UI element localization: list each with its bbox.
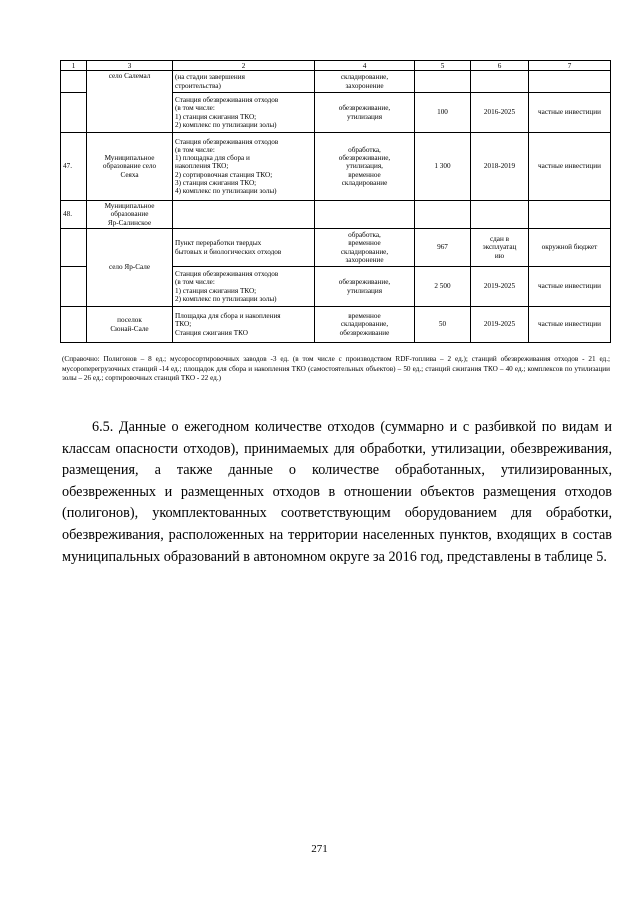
waste-facilities-table xyxy=(60,60,611,343)
row-number-cell: 48. xyxy=(61,201,87,229)
period-cell: 2018-2019 xyxy=(471,133,529,201)
table-cell xyxy=(415,71,471,93)
locality-cell: поселок Сюнай-Сале xyxy=(87,307,173,343)
table-cell xyxy=(315,201,415,229)
table-header-row xyxy=(61,61,611,71)
locality-cell: Муниципальное образование Яр-Салинское xyxy=(87,201,173,229)
period-cell: 2019-2025 xyxy=(471,267,529,307)
header-cell-3: 3 xyxy=(87,61,173,71)
table-cell xyxy=(529,201,611,229)
facility-cell: Станция обезвреживания отходов (в том числе: 1) станция сжигания ТКО; 2) комплекс по утилизации золы) xyxy=(173,93,315,133)
locality-cell: село Яр-Сале xyxy=(87,229,173,307)
locality-cell: село Салемал xyxy=(87,71,173,133)
table-cell xyxy=(471,71,529,93)
funding-cell: частные инвестиции xyxy=(529,307,611,343)
table-cell xyxy=(61,71,87,93)
header-cell-5: 5 xyxy=(415,61,471,71)
function-cell: обезвреживание, утилизация xyxy=(315,267,415,307)
table-cell xyxy=(61,229,87,267)
facility-cell: Пункт переработки твердых бытовых и биологических отходов xyxy=(173,229,315,267)
table-row xyxy=(61,201,611,229)
function-cell: обезвреживание, утилизация xyxy=(315,93,415,133)
table-row xyxy=(61,229,611,267)
period-cell: сдан в эксплуатац ию xyxy=(471,229,529,267)
locality-cell: Муниципальное образование село Сеяха xyxy=(87,133,173,201)
table-cell xyxy=(61,307,87,343)
function-cell: обработка, временное складирование, захоронение xyxy=(315,229,415,267)
header-cell-2: 2 xyxy=(173,61,315,71)
header-cell-6: 6 xyxy=(471,61,529,71)
table-cell xyxy=(173,201,315,229)
capacity-cell: 100 xyxy=(415,93,471,133)
table-footnote: (Справочно: Полигонов – 8 ед.; мусоросортировочных заводов -3 ед. (в том числе с производством RDF-топлива – 2 ед.); станций обезвреживания отходов - 21 ед.; мусороперегрузочных станций -14 ед.; площадок для сбора и накопления ТКО (самостоятельных объектов) – 50 ед.; станций сжигания ТКО – 40 ед.; комплексов по утилизации золы – 26 ед.; сортировочных станций ТКО - 22 ед.) xyxy=(62,355,610,382)
facility-cell: Площадка для сбора и накопления ТКО; Станция сжигания ТКО xyxy=(173,307,315,343)
capacity-cell: 2 500 xyxy=(415,267,471,307)
funding-cell: частные инвестиции xyxy=(529,267,611,307)
funding-cell: частные инвестиции xyxy=(529,133,611,201)
row-number-cell: 47. xyxy=(61,133,87,201)
table-row xyxy=(61,71,611,93)
capacity-cell: 50 xyxy=(415,307,471,343)
facility-cell: (на стадии завершения строительства) xyxy=(173,71,315,93)
table-cell xyxy=(61,93,87,133)
capacity-cell: 1 300 xyxy=(415,133,471,201)
facility-cell: Станция обезвреживания отходов (в том числе: 1) площадка для сбора и накопления ТКО; 2) сортировочная станция ТКО; 3) станция сжигания ТКО; 4) комплекс по утилизации золы) xyxy=(173,133,315,201)
page-number: 271 xyxy=(311,843,328,855)
table-cell xyxy=(415,201,471,229)
table-row xyxy=(61,133,611,201)
function-cell: обработка, обезвреживание, утилизация, временное складирование xyxy=(315,133,415,201)
header-cell-1: 1 xyxy=(61,61,87,71)
function-cell: временное складирование, обезвреживание xyxy=(315,307,415,343)
table-cell xyxy=(529,71,611,93)
header-cell-4: 4 xyxy=(315,61,415,71)
body-paragraph: 6.5. Данные о ежегодном количестве отходов (суммарно и с разбивкой по видам и классам опасности отходов), принимаемых для обработки, утилизации, обезвреживания, размещения, а также данные о количестве обработанных, утилизированных, обезвреженных и размещенных отходов в отношении объектов размещения отходов (полигонов), укомплектованных соответствующим оборудованием для обработки, обезвреживания, расположенных на территории населенных пунктов, входящих в состав муниципальных образований в автономном округе за 2016 год, представлены в таблице 5. xyxy=(62,419,612,565)
function-cell: складирование, захоронение xyxy=(315,71,415,93)
funding-cell: окружной бюджет xyxy=(529,229,611,267)
table-cell xyxy=(471,201,529,229)
table-row xyxy=(61,307,611,343)
capacity-cell: 967 xyxy=(415,229,471,267)
table-cell xyxy=(61,267,87,307)
period-cell: 2016-2025 xyxy=(471,93,529,133)
funding-cell: частные инвестиции xyxy=(529,93,611,133)
facility-cell: Станция обезвреживания отходов (в том числе: 1) станция сжигания ТКО; 2) комплекс по утилизации золы) xyxy=(173,267,315,307)
period-cell: 2019-2025 xyxy=(471,307,529,343)
header-cell-7: 7 xyxy=(529,61,611,71)
